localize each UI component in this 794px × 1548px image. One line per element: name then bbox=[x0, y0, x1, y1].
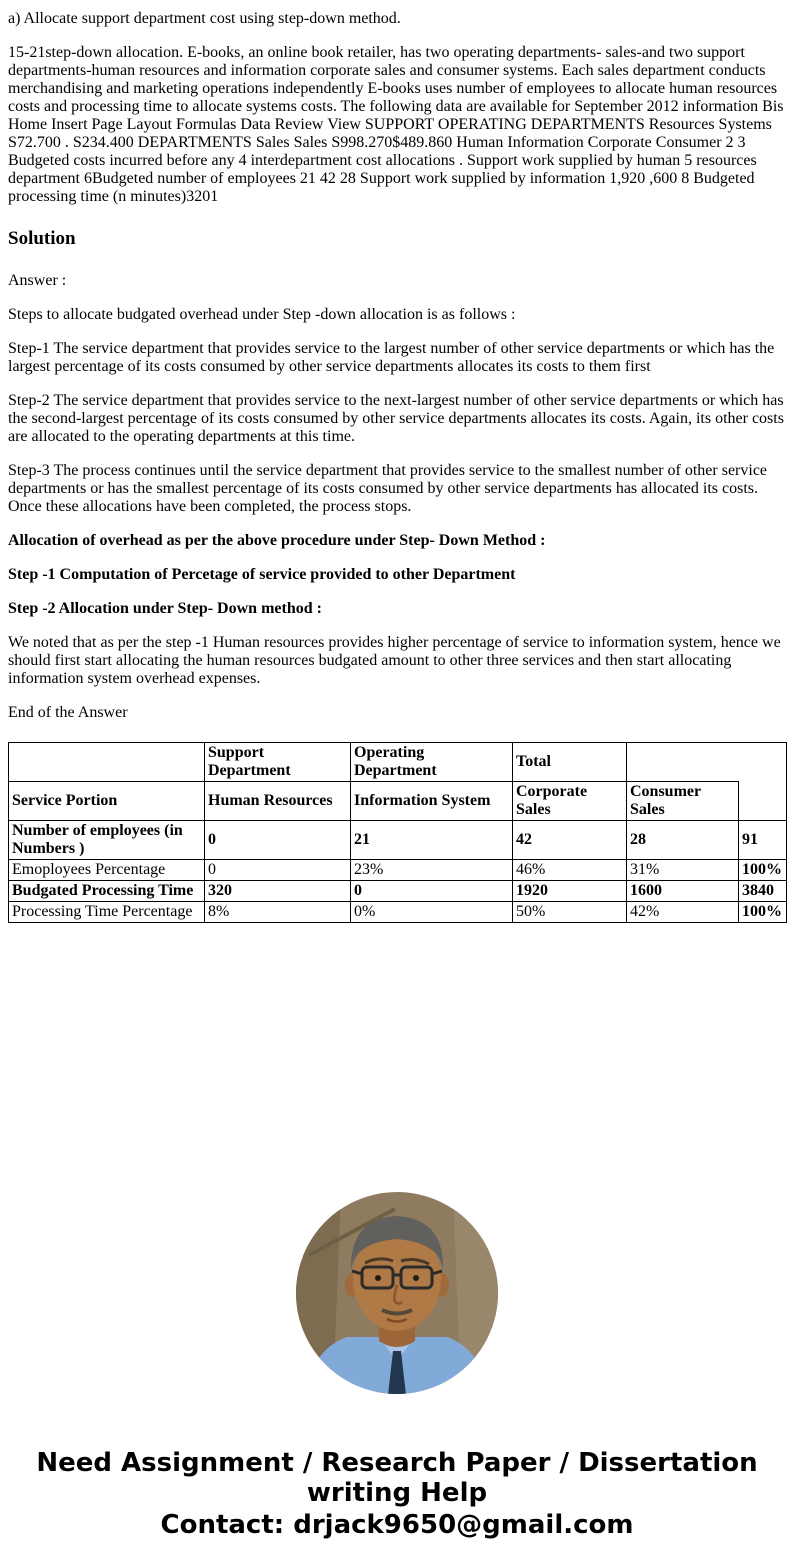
table-cell-total: 3840 bbox=[739, 881, 787, 902]
table-row bbox=[9, 881, 787, 902]
table-cell: 1920 bbox=[513, 881, 627, 902]
end-note: End of the Answer bbox=[8, 704, 128, 721]
col-header-service-portion: Service Portion bbox=[9, 782, 205, 821]
table-cell: 23% bbox=[351, 860, 513, 881]
table-cell: 0 bbox=[351, 881, 513, 902]
table-column-header-row bbox=[9, 782, 787, 821]
table-cell: 0% bbox=[351, 902, 513, 923]
col-header-human-resources: Human Resources bbox=[205, 782, 351, 821]
table-cell: 42 bbox=[513, 821, 627, 860]
row-label: Budgated Processing Time bbox=[9, 881, 205, 902]
question-body: 15-21step-down allocation. E-books, an online book retailer, has two operating departments- sales-and two support departments-human resources and information corporate sales and consumer systems. Each sales department conducts merchandising and marketing operations independently E-books uses number of employees to allocate human resources costs and processing time to allocate systems costs. The following data are available for September 2012 information Bis Home Insert Page Layout Formulas Data Review View SUPPORT OPERATING DEPARTMENTS Resources Systems S72.700 . S234.400 DEPARTMENTS Sales Sales S998.270$489.860 Human Information Corporate Consumer 2 3 Budgeted costs incurred before any 4 interdepartment cost allocations . Support work supplied by human 5 resources department 6Budgeted number of employees 21 42 28 Support work supplied by information 1,920 ,600 8 Budgeted processing time (n minutes)3201 bbox=[8, 44, 784, 205]
table-cell: 1600 bbox=[627, 881, 739, 902]
col-header-information-system: Information System bbox=[351, 782, 513, 821]
table-row bbox=[9, 860, 787, 881]
table-cell: 31% bbox=[627, 860, 739, 881]
table-cell: 8% bbox=[205, 902, 351, 923]
question-intro: a) Allocate support department cost using step-down method. bbox=[8, 10, 401, 27]
table-cell: 21 bbox=[351, 821, 513, 860]
group-header-total: Total bbox=[513, 743, 627, 782]
solution-heading: Solution bbox=[8, 228, 76, 249]
footer-contact: Contact: drjack9650@gmail.com bbox=[160, 1510, 634, 1541]
steps-intro: Steps to allocate budgated overhead under Step -down allocation is as follows : bbox=[8, 306, 516, 323]
table-cell: 0 bbox=[205, 821, 351, 860]
table-cell: 320 bbox=[205, 881, 351, 902]
group-header-operating: Operating Department bbox=[351, 743, 513, 782]
table-cell: 42% bbox=[627, 902, 739, 923]
note-text: We noted that as per the step -1 Human resources provides higher percentage of service to information system, hence we should first start allocating the human resources budgated amount to other three services and then start allocating information system overhead expenses. bbox=[8, 634, 781, 687]
row-label: Emoployees Percentage bbox=[9, 860, 205, 881]
step2-heading: Step -2 Allocation under Step- Down method : bbox=[8, 600, 322, 617]
step3-text: Step-3 The process continues until the service department that provides service to the smallest number of other service departments or has the smallest percentage of its costs consumed by other service departments has allocated its costs. Once these allocations have been completed, the process stops. bbox=[8, 462, 768, 515]
table-row bbox=[9, 821, 787, 860]
table-cell: 28 bbox=[627, 821, 739, 860]
tutor-photo-image bbox=[295, 1191, 499, 1395]
step1-text: Step-1 The service department that provides service to the largest number of other service departments or which has the largest percentage of its costs consumed by other service departments allocates its costs to them first bbox=[8, 340, 775, 375]
step1-heading: Step -1 Computation of Percetage of service provided to other Department bbox=[8, 566, 516, 583]
table-cell-total: 100% bbox=[739, 860, 787, 881]
row-label: Processing Time Percentage bbox=[9, 902, 205, 923]
footer-help-text: Need Assignment / Research Paper / Dissertation writing Help bbox=[36, 1448, 758, 1509]
col-header-corporate-sales: Corporate Sales bbox=[513, 782, 627, 821]
allocation-table bbox=[8, 742, 787, 923]
col-header-consumer-sales: Consumer Sales bbox=[627, 782, 739, 821]
table-cell-empty bbox=[739, 782, 787, 821]
group-header-support: Support Department bbox=[205, 743, 351, 782]
table-row bbox=[9, 902, 787, 923]
allocation-heading: Allocation of overhead as per the above procedure under Step- Down Method : bbox=[8, 532, 546, 549]
table-cell-total: 100% bbox=[739, 902, 787, 923]
table-cell-empty bbox=[9, 743, 205, 782]
table-group-header-row bbox=[9, 743, 787, 782]
table-cell-total: 91 bbox=[739, 821, 787, 860]
answer-label: Answer : bbox=[8, 272, 67, 289]
tutor-avatar bbox=[8, 1191, 786, 1400]
table-cell-empty bbox=[627, 743, 787, 782]
footer-ad bbox=[8, 1448, 786, 1540]
step2-text: Step-2 The service department that provides service to the next-largest number of other service departments or which has the second-largest percentage of its costs consumed by other service departments allocates its costs. Again, its other costs are allocated to the operating departments at this time. bbox=[8, 392, 784, 445]
table-cell: 46% bbox=[513, 860, 627, 881]
table-cell: 0 bbox=[205, 860, 351, 881]
row-label: Number of employees (in Numbers ) bbox=[9, 821, 205, 860]
table-cell: 50% bbox=[513, 902, 627, 923]
